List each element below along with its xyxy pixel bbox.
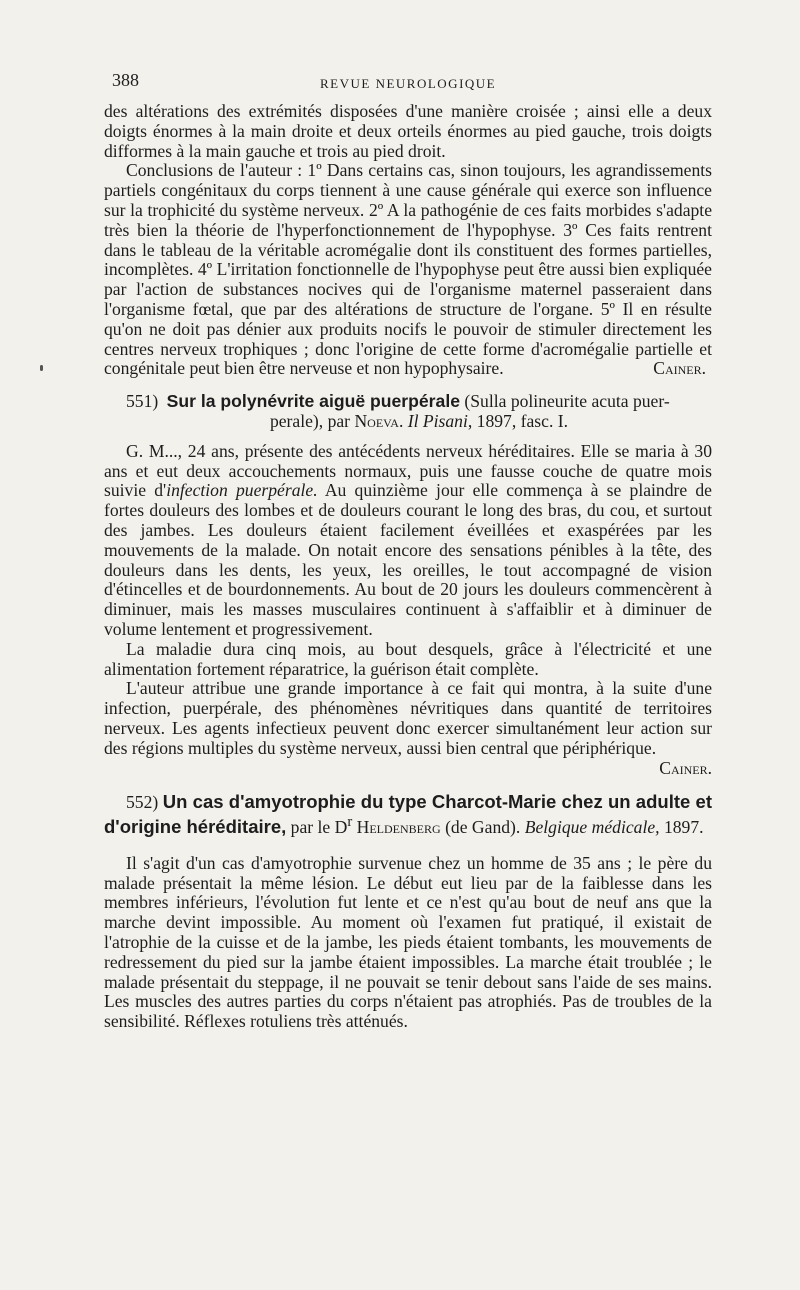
entry-551-journal: Il Pisani [407,410,468,431]
entry-552-title: Un cas d'amyotrophie du type Charcot-Marie chez un adulte et d'origine héréditaire, [104,791,712,837]
entry-552-byline: par le D [286,816,348,837]
page-number: 388 [112,70,139,90]
entry-551-p1-text-b: Au quinzième jour elle commença à se plaindre de fortes douleurs des lombes et de douleurs courant le long des bras, du cou, et surtout des jambes. Les douleurs étaient facilement éveillées et exaspérées par les mouvements de la malade. On notait encore des sensations pénibles à la tête, des douleurs dans les dents, les yeux, les oreilles, le tout accompagné de vision d'étincelles et de bourdonnements. Au bout de 20 jours les douleurs commencèrent à diminuer, mais les masses musculaires continuent à s'affaiblir et à diminuer de volume lentement et progressivement. [104,480,712,639]
entry-552-paragraph-1: Il s'agit d'un cas d'amyotrophie survenue chez un homme de 35 ans ; le père du malade présentait la même lésion. Le début eut lieu par de la faiblesse dans les membres inférieurs, l'évolution fut lente et ce n'est qu'au bout de neuf ans que la marche devint impossible. Au moment où l'examen fut pratiqué, il existait de l'atrophie de la cuisse et de la jambe, les pieds étaient tombants, les mouvements de redressement du pied sur la jambe étaient impossibles. La marche était troublée ; le malade présentait du steppage, il ne pouvait se tenir debout sans l'aide de ses mains. Les muscles des autres parties du corps n'étaient pas atrophiés. Pas de troubles de la sensibilité. Réflexes rotuliens très atténués. [104,852,712,1032]
entry-551-signature: Cainer. [659,757,712,778]
entry-551-subtitle-b: perale), par [269,410,351,431]
entry-551-citation-line [104,412,712,432]
entry-552-byline-sup: r [347,814,353,831]
page-header [112,70,712,94]
entry-551-subtitle-a: (Sulla polineurite acuta puer- [464,391,670,412]
entry-551-author: Noeva. [354,410,404,431]
entry-551-paragraph-3: L'auteur attribue une grande importance à ce fait qui montra, à la suite d'une infection, puerpérale, des phénomènes névritiques dans quantité de territoires nerveux. Les agents infectieux peuvent donc exercer simultanément leur action sur des régions multiples du système nerveux, aussi bien central que périphérique. [104,678,712,758]
entry-551-paragraph-2: La maladie dura cinq mois, au bout desquels, grâce à l'électricité et une alimentation fortement réparatrice, la guérison était complète. [104,638,712,679]
entry-551-title: Sur la polynévrite aiguë puerpérale [166,391,460,412]
entry-551-p1-emphasis: infection puerpérale. [166,480,318,501]
page-content [104,102,712,1032]
running-title: REVUE NEUROLOGIQUE [320,76,497,91]
entry-551-citation: , 1897, fasc. I. [467,410,569,431]
entry-550-conclusions: Conclusions de l'auteur : 1º Dans certains cas, sinon toujours, les agrandissements partiels congénitaux du corps tiennent à une cause générale qui exerce son influence sur la trophicité du système nerveux. 2º A la pathogénie de ces faits morbides s'adapte très bien la théorie de l'hyperfonctionnement de l'hypophyse. 3º Ces faits rentrent dans le tableau de la véritable acromégalie dont ils constituent des formes partielles, incomplètes. 4º L'irritation fonctionnelle de l'hypophyse peut être aussi bien expliquée par l'action de substances nocives qui de l'organisme maternel passeraient dans l'organisme fœtal, que par des altérations de structure de l'organe. 5º Il en résulte qu'on ne doit pas dénier aux produits nocifs le pouvoir de stimuler directement les centres nerveux trophiques ; donc l'origine de cette forme d'acromégalie partielle et congénitale peut bien être nerveuse et non hypophysaire. [104,160,712,379]
entry-550-paragraph-1: des altérations des extrémités disposées d'une manière croisée ; ainsi elle a deux doigts énormes à la main droite et deux orteils énormes au pied gauche, trois doigts difformes à la main gauche et trois au pied droit. [104,101,712,161]
entry-552-year: 1897. [663,816,704,837]
entry-550-paragraph-2 [104,161,712,379]
entry-551-number: 551) [126,391,159,412]
entry-551-paragraph-1 [104,442,712,640]
entry-552-number: 552) [126,792,159,813]
entry-551-p1-text-a: G. M..., 24 ans, présente des antécédents nerveux héréditaires. Elle se maria à 30 ans et eut deux accouchements normaux, puis une fausse couche de quatre mois suivie d' [104,440,712,501]
paper-speck [40,365,43,371]
entry-550-signature: Cainer. [653,358,706,379]
entry-552-author: Heldenberg [356,816,441,837]
entry-552-place: (de Gand). [440,816,525,837]
entry-551-heading [104,392,712,432]
spacer [104,778,712,792]
spacer [104,838,712,854]
entry-552-journal: Belgique médicale, [524,816,660,837]
entry-552-heading [104,792,712,837]
